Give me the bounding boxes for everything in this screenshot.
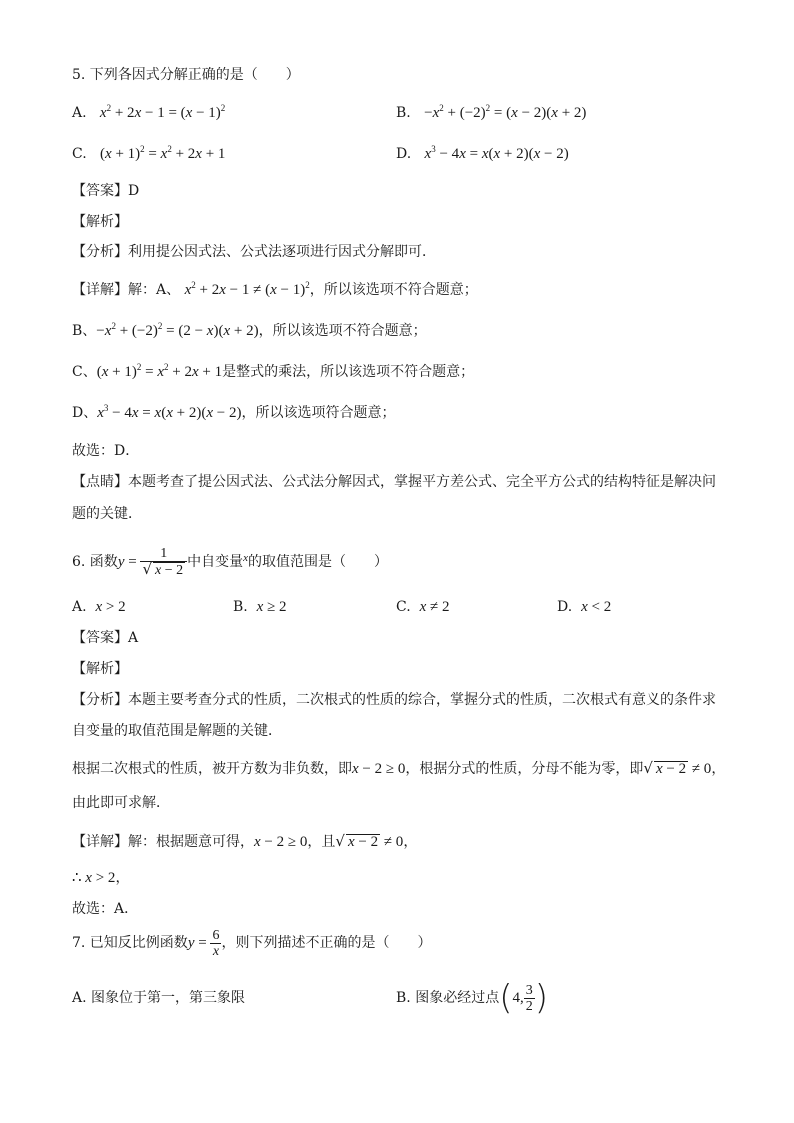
q5-dianjing-2: 题的关键． <box>72 506 142 522</box>
q5-fenxi: 【分析】利用提公因式法、公式法逐项进行因式分解即可． <box>72 244 436 260</box>
q6-fenxi-2: 自变量的取值范围是解题的关键． <box>72 723 282 739</box>
option-letter: B. <box>396 105 411 121</box>
option-letter: D. <box>396 146 412 162</box>
q6-answer: 【答案】A <box>72 630 139 646</box>
formula: $-x^2 + (-2)^2 = (x - 2)(x + 2)$ <box>424 103 587 121</box>
formula: $x^3 - 4x = x(x + 2)(x - 2)$ <box>424 144 569 162</box>
q6-analysis-header: 【解析】 <box>72 661 128 677</box>
q6-basis-2: 由此即可求解． <box>72 795 170 811</box>
q6-therefore: ∴ x > 2， <box>72 870 130 886</box>
q5-option-b <box>396 103 586 123</box>
q5-option-a <box>72 103 225 123</box>
option-letter: A. <box>72 105 87 121</box>
q5-analysis-header: 【解析】 <box>72 214 128 230</box>
q7-stem: 7. 已知反比例函数y = $\frac{6}{x}$ ，则下列描述不正确的是（ ） <box>72 927 432 959</box>
fraction: $\frac{1}{√ x - 2}$ <box>140 546 187 578</box>
q6-basis: 根据二次根式的性质，被开方数为非负数，即x − 2 ≥ 0，根据分式的性质，分母不能为零，即√ x − 2 ≠ 0， <box>72 759 726 777</box>
q6-option-d: D. x < 2 <box>557 599 612 615</box>
q6-fenxi-1: 【分析】本题主要考查分式的性质，二次根式的性质的综合，掌握分式的性质，二次根式有意义的条件求 <box>72 692 716 708</box>
formula: $-x^2 + (-2)^2 = (2 - x)(x + 2)$ <box>96 321 259 339</box>
q5-option-d <box>396 144 569 164</box>
q5-option-c <box>72 144 225 164</box>
q5-detail-d: D、$x^3 - 4x = x(x + 2)(x - 2)$，所以该选项符合题意； <box>72 403 396 421</box>
q5-answer: 【答案】D <box>72 183 140 199</box>
formula: $x^2 + 2x - 1 = (x - 1)^2$ <box>99 103 226 121</box>
q6-choose: 故选：A． <box>72 901 139 917</box>
fraction: $\frac{6}{x}$ <box>212 927 220 959</box>
q5-detail-b: B、$-x^2 + (-2)^2 = (2 - x)(x + 2)$，所以该选项不符合题意； <box>72 321 427 339</box>
q5-choose: 故选：D． <box>72 443 140 459</box>
formula: $(x + 1)^2 = x^2 + 2x + 1$ <box>96 362 223 380</box>
formula: y = <box>117 554 141 570</box>
q6-detail: 【详解】解：根据题意可得，x − 2 ≥ 0，且√ x − 2 ≠ 0， <box>72 832 418 850</box>
q5-detail-c: C、$(x + 1)^2 = x^2 + 2x + 1$是整式的乘法，所以该选项不符合题意； <box>72 362 475 380</box>
option-letter: C. <box>72 146 87 162</box>
variable: x <box>243 552 249 564</box>
formula: $x^2 + 2x - 1 \ne (x - 1)^2$ <box>184 280 310 298</box>
fraction: $\frac{3}{2}$ <box>525 982 533 1014</box>
q7-option-b: B. 图象必经过点(4, $\frac{3}{2}$ ) <box>396 978 548 1018</box>
q7-option-a: A. 图象位于第一，第三象限 <box>72 990 246 1006</box>
q5-detail-a: 【详解】解：A、 $x^2 + 2x - 1 \ne (x - 1)^2$，所以该选项不符合题意； <box>72 280 478 298</box>
q5-stem: 5. 下列各因式分解正确的是（ ） <box>72 67 300 83</box>
q6-option-a: A. x > 2 <box>72 599 126 615</box>
q6-option-c: C. x ≠ 2 <box>396 599 450 615</box>
q5-dianjing-1: 【点睛】本题考查了提公因式法、公式法分解因式，掌握平方差公式、完全平方公式的结构特征是解决问 <box>72 474 716 490</box>
formula: $x^3 - 4x = x(x + 2)(x - 2)$ <box>97 403 242 421</box>
q6-stem: 6. 函数y = $\frac{1}{√ x - 2}$ 中自变量$^x$的取值范围是（ ） <box>72 546 389 578</box>
formula: $(x + 1)^2 = x^2 + 2x + 1$ <box>100 144 226 162</box>
q6-option-b: B. x ≥ 2 <box>233 599 287 615</box>
